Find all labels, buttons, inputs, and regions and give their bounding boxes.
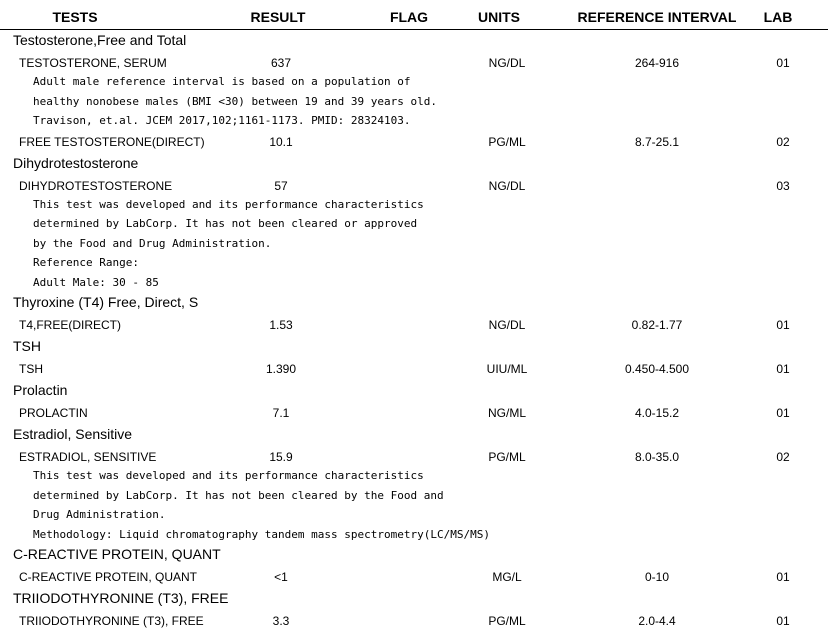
test-reference-interval: 8.0-35.0 bbox=[634, 450, 680, 464]
test-lab: 01 bbox=[776, 614, 790, 628]
column-header-lab: LAB bbox=[763, 9, 793, 25]
test-lab: 02 bbox=[776, 134, 790, 149]
test-result: 7.1 bbox=[272, 406, 290, 420]
test-comment-line: This test was developed and its performance characteristics bbox=[33, 469, 424, 482]
test-lab: 01 bbox=[776, 570, 790, 584]
test-comment-line: Methodology: Liquid chromatography tandem mass spectrometry(LC/MS/MS) bbox=[33, 527, 490, 541]
test-name: ESTRADIOL, SENSITIVE bbox=[19, 450, 157, 464]
test-reference-interval: 8.7-25.1 bbox=[634, 134, 680, 149]
test-name: FREE TESTOSTERONE(DIRECT) bbox=[19, 134, 205, 149]
column-header-tests: TESTS bbox=[52, 9, 98, 25]
test-result: 3.3 bbox=[272, 614, 290, 628]
test-lab: 01 bbox=[776, 406, 790, 420]
test-reference-interval: 0.450-4.500 bbox=[624, 362, 690, 376]
test-group-title: TRIIODOTHYRONINE (T3), FREE bbox=[13, 590, 229, 606]
test-units: NG/DL bbox=[488, 318, 526, 332]
test-lab: 02 bbox=[776, 450, 790, 464]
test-units: MG/L bbox=[492, 570, 522, 584]
test-group-title: TSH bbox=[13, 338, 41, 354]
test-units: PG/ML bbox=[488, 450, 526, 464]
test-result: 57 bbox=[274, 178, 288, 193]
test-group-title: Thyroxine (T4) Free, Direct, S bbox=[13, 294, 199, 310]
test-result: 10.1 bbox=[269, 134, 293, 149]
test-name: TSH bbox=[19, 362, 43, 376]
header-divider bbox=[0, 29, 828, 30]
test-reference-interval: 4.0-15.2 bbox=[634, 406, 680, 420]
test-comment-line: Travison, et.al. JCEM 2017,102;1161-1173. PMID: 28324103. bbox=[33, 114, 411, 127]
test-lab: 01 bbox=[776, 56, 790, 70]
test-lab: 01 bbox=[776, 362, 790, 376]
test-comment-line: Reference Range: bbox=[33, 256, 139, 269]
test-result: 637 bbox=[270, 56, 292, 70]
test-comment-line: This test was developed and its performance characteristics bbox=[33, 197, 424, 211]
test-group-title: Dihydrotestosterone bbox=[13, 154, 139, 171]
test-comment-line: healthy nonobese males (BMI <30) between 19 and 39 years old. bbox=[33, 94, 437, 108]
column-header-units: UNITS bbox=[478, 9, 520, 25]
test-comment-line: Drug Administration. bbox=[33, 508, 166, 521]
test-name: PROLACTIN bbox=[19, 406, 88, 420]
column-header-flag: FLAG bbox=[389, 9, 429, 25]
test-reference-interval: 2.0-4.4 bbox=[638, 614, 676, 628]
test-result: 1.390 bbox=[265, 362, 297, 376]
test-group-title: C-REACTIVE PROTEIN, QUANT bbox=[13, 546, 221, 562]
test-result: 1.53 bbox=[269, 318, 293, 332]
test-name: TRIIODOTHYRONINE (T3), FREE bbox=[19, 614, 204, 628]
test-reference-interval: 0.82-1.77 bbox=[631, 318, 683, 332]
test-name: C-REACTIVE PROTEIN, QUANT bbox=[19, 570, 198, 584]
test-reference-interval: 0-10 bbox=[644, 570, 670, 584]
test-name: T4,FREE(DIRECT) bbox=[19, 318, 121, 332]
test-units: NG/DL bbox=[488, 56, 526, 70]
test-reference-interval: 264-916 bbox=[634, 56, 680, 70]
column-header-result: RESULT bbox=[250, 9, 306, 25]
test-group-title: Estradiol, Sensitive bbox=[13, 426, 133, 442]
test-units: PG/ML bbox=[488, 134, 526, 149]
test-group-title: Prolactin bbox=[13, 382, 68, 398]
column-header-row bbox=[0, 0, 828, 30]
test-units: PG/ML bbox=[488, 614, 526, 628]
test-lab: 01 bbox=[776, 318, 790, 332]
test-name: TESTOSTERONE, SERUM bbox=[19, 56, 167, 70]
test-group-title: Testosterone,Free and Total bbox=[13, 32, 187, 48]
test-name: DIHYDROTESTOSTERONE bbox=[19, 178, 173, 193]
test-result: <1 bbox=[274, 570, 288, 584]
test-units: NG/DL bbox=[488, 178, 526, 193]
test-lab: 03 bbox=[776, 178, 790, 193]
test-comment-line: determined by LabCorp. It has not been cleared or approved bbox=[33, 217, 418, 230]
test-comment-line: Adult Male: 30 - 85 bbox=[33, 275, 159, 289]
test-result: 15.9 bbox=[269, 450, 293, 464]
test-units: NG/ML bbox=[487, 406, 527, 420]
test-comment-line: Adult male reference interval is based on a population of bbox=[33, 75, 411, 88]
test-comment-line: determined by LabCorp. It has not been cleared by the Food and bbox=[33, 488, 444, 502]
column-header-reference-interval: REFERENCE INTERVAL bbox=[577, 9, 737, 25]
test-units: UIU/ML bbox=[486, 362, 528, 376]
test-comment-line: by the Food and Drug Administration. bbox=[33, 236, 272, 250]
